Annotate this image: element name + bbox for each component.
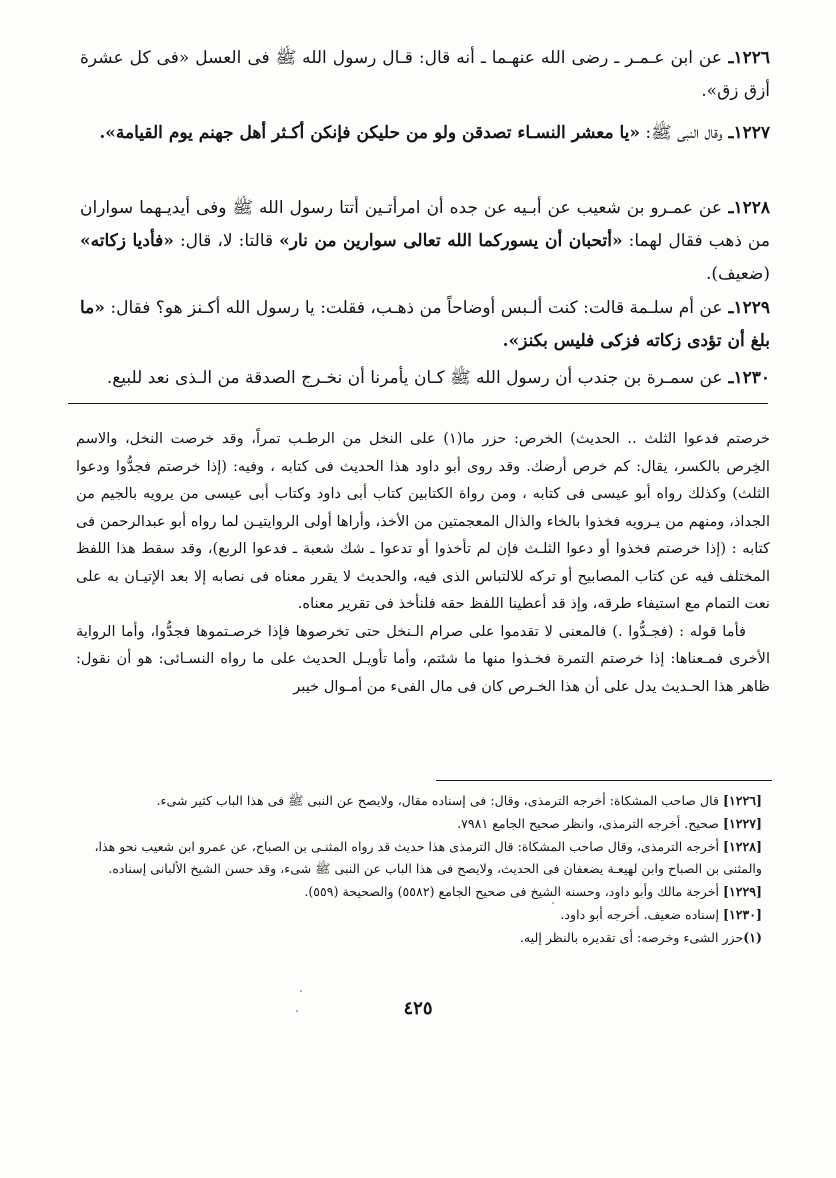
hadith-number: ١٢٢٩ (733, 298, 770, 318)
footnote-text: حزر الشىء وخرصه: أى تقديره بالنظر إليه. (519, 929, 744, 945)
footnote-1229 (78, 881, 762, 904)
hadith-intro: عن عمـرو بن شعيب عن أبـيه عن جده أن امرأتـين أتتا رسول الله ﷺ وفى أيديـهما سواران من ذهب فقال لهما: (80, 198, 770, 251)
hadith-1229: ١٢٢٩ـ عن أم سلـمة قالت: كنت ألـبس أوضاحاً من ذهـب، فقلت: يا رسول الله أكـنز هو؟ فقال: «ما بلغ أن تؤدى زكاته فزكى فليس بكنز». (80, 298, 770, 351)
hadith-intro: عن أم سلـمة قالت: كنت ألـبس أوضاحاً من ذهـب، فقلت: يا رسول الله أكـنز هو؟ فقال: (104, 298, 723, 318)
footnote-ref: (١) (743, 929, 762, 945)
hadith-grade: (ضعيف). (705, 264, 770, 284)
hadith-number: ١٢٣٠ (733, 368, 770, 388)
footnote-ref: [١٢٣٠] (723, 906, 762, 922)
footnote-text: أخرجة مالك وأبو داود، وحسنه الشيخ فى صحيح الجامع (٥٥٨٢) والصحيحة (٥٥٩). (304, 884, 723, 900)
footnote-text: أخرجه الترمذى، وقال صاحب المشكاة: قال الترمذى هذا حديث قد رواه المثنـى بن الصباح، عن عمرو ابن شعيب نحو هذا، والمثنى بن الصباح وابن لهيعـة يضعفان فى الحديث، ولايصح فى هذا الباب عن النبى ﷺ شىء، وقد حسن الشيخ الألبانى إسناده. (94, 838, 762, 877)
footnote-1230 (78, 904, 762, 927)
hadith-1226: ١٢٢٦ـ عن ابن عـمـر ـ رضى الله عنهـما ـ أنه قال: قـال رسول الله ﷺ فى العسل «فى كل عشرة أزق زق». (80, 48, 771, 101)
footnote-ref: [١٢٢٩] (723, 884, 762, 900)
hadith-1230: ١٢٣٠ـ عن سمـرة بن جندب أن رسول الله ﷺ كـان يأمرنا أن نخـرج الصدقة من الـذى نعد للبيع. (106, 368, 770, 388)
hadith-1227: ١٢٢٧ـ وقال النبى ﷺ: «يا معشر النسـاء تصدقن ولو من حليكن فإنكن أكـثر أهل جهنم يوم القيامة». (99, 123, 770, 143)
footnote-text: إسناده ضعيف. أخرجه أبو داود. (560, 906, 723, 922)
page-number: ٤٢٥ (403, 998, 433, 1019)
hadith-middle: قالتا: لا، قال: (173, 231, 280, 251)
hadith-number: ١٢٢٨ (733, 198, 770, 218)
scan-speck (300, 990, 302, 992)
hadith-number: ١٢٢٦ (733, 48, 771, 68)
section-divider (68, 403, 768, 404)
footnote-text: صحيح. أخرجه الترمذى، وانظر صحيح الجامع ٧٩٨١. (457, 815, 723, 831)
footnote-1228 (78, 836, 762, 882)
hadith-text: عن سمـرة بن جندب أن رسول الله ﷺ كـان يأمرنا أن نخـرج الصدقة من الـذى نعد للبيع. (106, 368, 723, 388)
hadith-1228: ١٢٢٨ـ عن عمـرو بن شعيب عن أبـيه عن جده أن امرأتـين أتتا رسول الله ﷺ وفى أيديـهما سواران من ذهب فقال لهما: «أتحبان أن يسوركما الله تعالى سوارين من نار» قالتا: لا، قال: «فأديا زكاته» (ضعيف). (80, 198, 770, 284)
commentary-block (76, 425, 770, 700)
footnote-ref: [١٢٢٧] (723, 815, 762, 831)
footnote-text: قال صاحب المشكاة: أخرجه الترمذى، وقال: فى إسناده مقال، ولايصح عن النبى ﷺ فى هذا الباب كثير شىء. (156, 793, 723, 808)
hadith-quote: «أتحبان أن يسوركما الله تعالى سوارين من نار» (279, 231, 623, 251)
commentary-paragraph: فأما قوله : (فجـدُّوا .) فالمعنى لا تقدموا على صرام الـنخل حتى تخرصوها فإذا خرصـتموها فجدُّوا، وأما الرواية الأخرى فمـعناها: إذا خرصتم التمرة فخـذوا منها ما شئتم، وأما تأويـل الحديث على ما رواه النسـائى: هو أن نقول: ظاهر هذا الحـديث يدل على أن هذا الخـرص كان فى مال الفىء من أمـوال خيبر (76, 622, 770, 695)
hadith-quote: «ما بلغ أن تؤدى زكاته فزكى فليس بكنز». (80, 298, 770, 351)
footnotes (78, 790, 762, 950)
hadith-intro: وقال النبى ﷺ: (640, 123, 723, 143)
hadith-number: ١٢٢٧ (733, 123, 770, 143)
hadith-quote: «يا معشر النسـاء تصدقن ولو من حليكن فإنكن أكـثر أهل جهنم يوم القيامة». (99, 123, 641, 143)
footnote-1226 (78, 790, 762, 813)
footnote-1 (78, 927, 762, 950)
hadith-quote-2: «فأديا زكاته» (80, 231, 174, 251)
hadith-text: عن ابن عـمـر ـ رضى الله عنهـما ـ أنه قال: قـال رسول الله ﷺ فى العسل «فى كل عشرة أزق زق». (80, 48, 770, 101)
footnote-ref: [١٢٢٨] (723, 838, 762, 854)
scan-speck (296, 1010, 298, 1012)
footnote-1227 (78, 813, 762, 836)
commentary-paragraph: خرصتم فدعوا الثلث .. الحديث) الخرص: حزر ما(١) على النخل من الرطـب تمراً، وقد خرصت النخل، والاسم الخِرص بالكسر، يقال: كم خرص أرضك. وقد روى أبو داود هذا الحديث فى كتابه ، وفيه: (إذا خرصتم فجدُّوا ودعوا الثلث) وكذلك رواه أبو عيسى فى كتابه ، ومن رواة الكتابين كتاب أبى داود وكتاب أبى عيسى من يرويه بالجيم من الجداذ، ومنهم من يـرويه فخذوا بالخاء والذال المعجمتين من الأخذ، وأراها أولى الروايتيـن لما رواه أبو عبدالرحمن فى كتابه : (إذا خرصتم فخذوا أو دعوا الثلـث فإن لم تأخذوا أو تدعوا ـ شك شعبة ـ فدعوا الربع)، وقد سقط هذا اللفظ المختلف فيه عن كتاب المصابيح أو تركه للالتباس الذى فيه، والحديث لا يقرر معناه فى نصابه إلا بعد الإتيـان به على نعت التمام مع استيفاء طرقه، وإذ قد أعطينا اللفظ حقه فلنأخذ فى تقرير معناه. (76, 430, 770, 612)
footnote-ref: [١٢٢٦] (723, 793, 762, 808)
footnote-divider (436, 780, 772, 781)
scan-speck (552, 902, 554, 904)
